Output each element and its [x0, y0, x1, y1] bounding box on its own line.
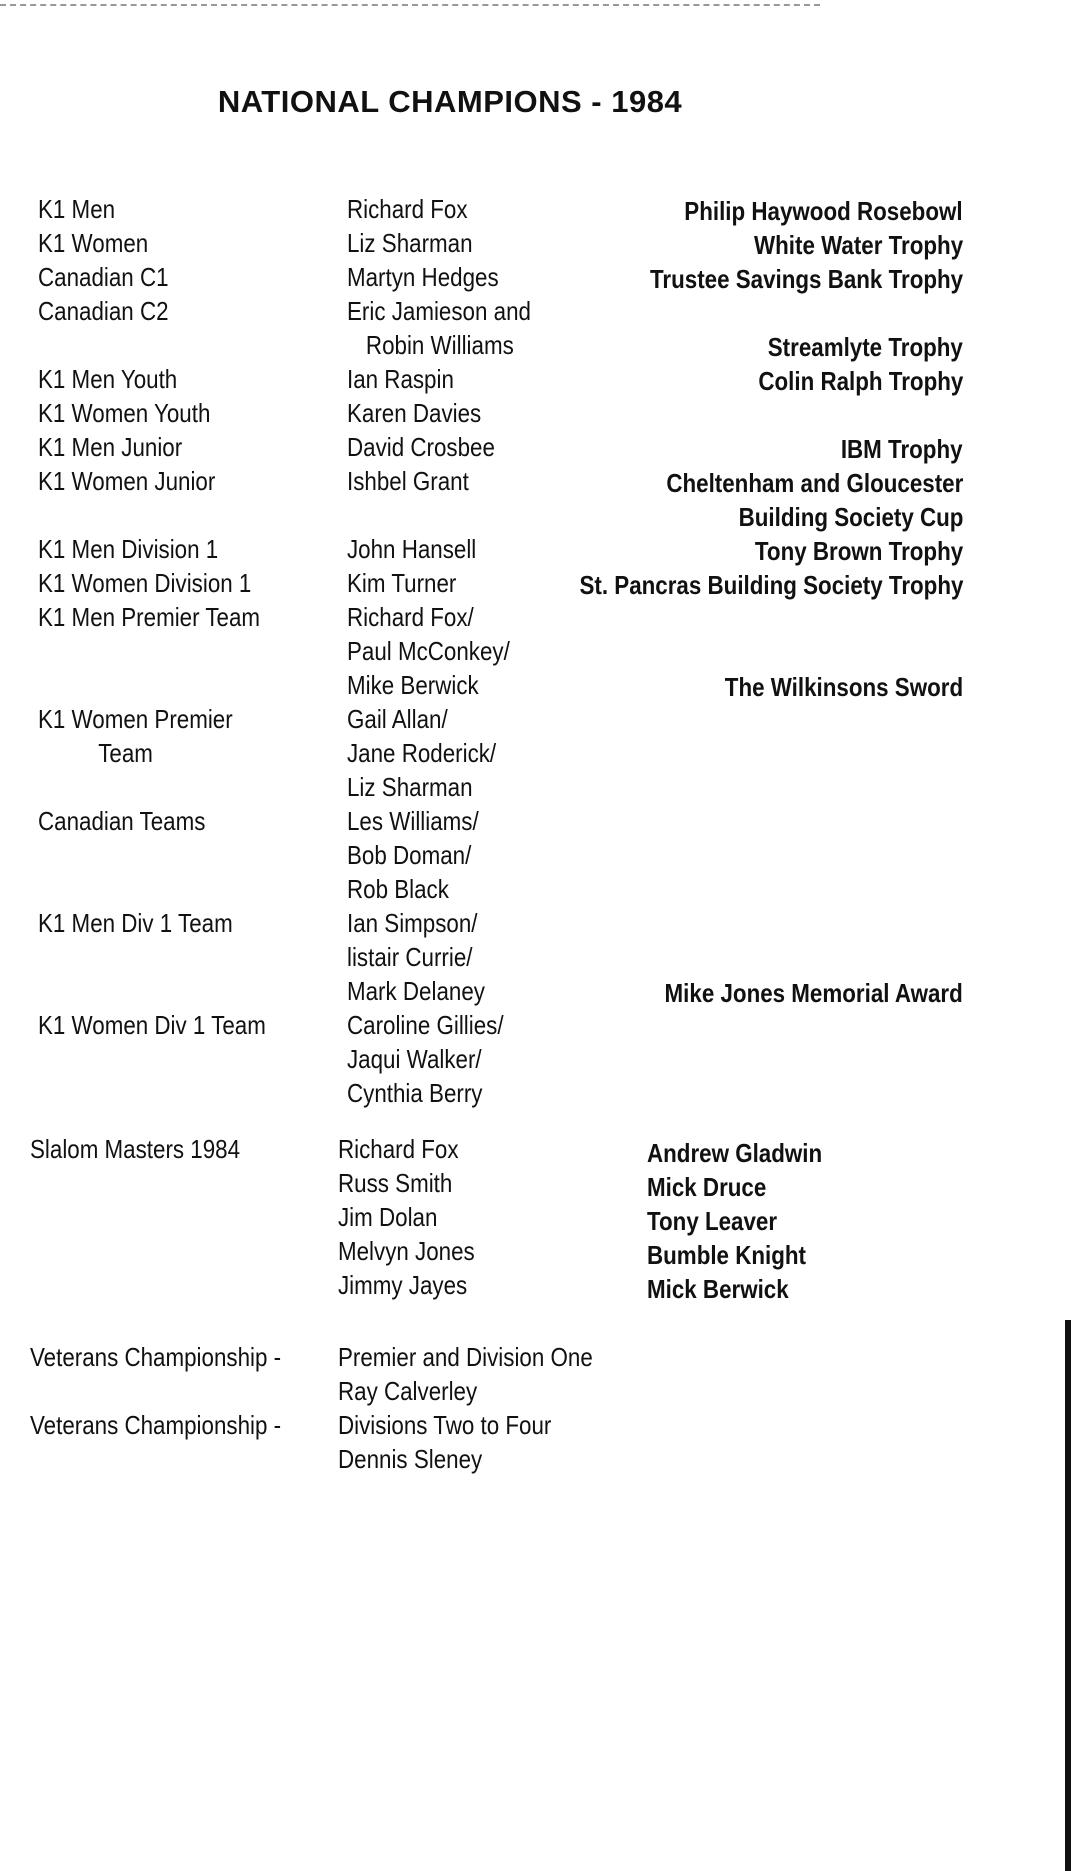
category-k1-men-junior: K1 Men Junior	[38, 432, 183, 462]
winner-canadian-c2-line2: Robin Williams	[365, 330, 514, 360]
veterans-winner: Dennis Sleney	[338, 1444, 483, 1474]
category-k1-men-div1-team: K1 Men Div 1 Team	[38, 908, 233, 938]
team-member: Caroline Gillies/	[347, 1010, 504, 1040]
masters-name: Mick Berwick	[647, 1274, 789, 1304]
winner-k1-men-youth: Ian Raspin	[347, 364, 454, 394]
winner-k1-women-youth: Karen Davies	[347, 398, 482, 428]
team-member: Mark Delaney	[347, 976, 485, 1006]
winner-k1-women-junior: Ishbel Grant	[347, 466, 469, 496]
team-member: Rob Black	[347, 874, 449, 904]
category-k1-men-division-1: K1 Men Division 1	[38, 534, 219, 564]
team-member: Paul McConkey/	[347, 636, 510, 666]
winner-k1-men-junior: David Crosbee	[347, 432, 495, 462]
winner-k1-men: Richard Fox	[347, 194, 468, 224]
veterans-division: Divisions Two to Four	[338, 1410, 552, 1440]
scan-edge-right	[1065, 1320, 1071, 1871]
category-k1-women-premier: K1 Women Premier	[38, 704, 233, 734]
veterans-winner: Ray Calverley	[338, 1376, 478, 1406]
masters-name: Jimmy Jayes	[338, 1270, 468, 1300]
page-title: NATIONAL CHAMPIONS - 1984	[217, 84, 683, 119]
team-member: Mike Berwick	[347, 670, 479, 700]
category-k1-women-division-1: K1 Women Division 1	[38, 568, 252, 598]
trophy-k1-men: Philip Haywood Rosebowl	[684, 196, 963, 226]
veterans-division: Premier and Division One	[338, 1342, 593, 1372]
masters-name: Andrew Gladwin	[647, 1138, 823, 1168]
category-canadian-teams: Canadian Teams	[38, 806, 206, 836]
team-member: Liz Sharman	[347, 772, 473, 802]
category-k1-women: K1 Women	[38, 228, 149, 258]
category-canadian-c2: Canadian C2	[38, 296, 169, 326]
team-member: Bob Doman/	[347, 840, 472, 870]
category-k1-women-premier-line2: Team	[98, 738, 153, 768]
team-member: Jane Roderick/	[347, 738, 497, 768]
team-member: Gail Allan/	[347, 704, 448, 734]
winner-k1-women: Liz Sharman	[347, 228, 473, 258]
trophy-k1-women-junior-line2: Building Society Cup	[738, 502, 963, 532]
category-k1-men-youth: K1 Men Youth	[38, 364, 178, 394]
masters-name: Richard Fox	[338, 1134, 459, 1164]
team-member: listair Currie/	[347, 942, 473, 972]
masters-name: Bumble Knight	[647, 1240, 806, 1270]
scan-edge-top	[0, 4, 820, 8]
trophy-k1-women-division-1: St. Pancras Building Society Trophy	[579, 570, 963, 600]
winner-canadian-c1: Martyn Hedges	[347, 262, 499, 292]
category-k1-women-div1-team: K1 Women Div 1 Team	[38, 1010, 266, 1040]
winner-k1-women-division-1: Kim Turner	[347, 568, 457, 598]
team-member: Ian Simpson/	[347, 908, 478, 938]
trophy-k1-men-division-1: Tony Brown Trophy	[754, 536, 963, 566]
trophy-canadian-c2: Streamlyte Trophy	[767, 332, 963, 362]
masters-name: Melvyn Jones	[338, 1236, 475, 1266]
masters-name: Russ Smith	[338, 1168, 453, 1198]
trophy-k1-men-div1-team: Mike Jones Memorial Award	[664, 978, 963, 1008]
team-member: Richard Fox/	[347, 602, 474, 632]
winner-k1-men-division-1: John Hansell	[347, 534, 477, 564]
category-k1-men: K1 Men	[38, 194, 116, 224]
trophy-k1-men-premier-team: The Wilkinsons Sword	[724, 672, 963, 702]
trophy-canadian-c1: Trustee Savings Bank Trophy	[649, 264, 963, 294]
masters-name: Jim Dolan	[338, 1202, 438, 1232]
trophy-k1-women: White Water Trophy	[753, 230, 963, 260]
team-member: Jaqui Walker/	[347, 1044, 482, 1074]
trophy-k1-women-junior: Cheltenham and Gloucester	[666, 468, 963, 498]
masters-name: Mick Druce	[647, 1172, 767, 1202]
veterans-label: Veterans Championship -	[30, 1410, 282, 1440]
trophy-k1-men-youth: Colin Ralph Trophy	[758, 366, 963, 396]
category-canadian-c1: Canadian C1	[38, 262, 169, 292]
masters-label: Slalom Masters 1984	[30, 1134, 241, 1164]
team-member: Les Williams/	[347, 806, 479, 836]
masters-name: Tony Leaver	[647, 1206, 778, 1236]
category-k1-women-youth: K1 Women Youth	[38, 398, 211, 428]
veterans-label: Veterans Championship -	[30, 1342, 282, 1372]
winner-canadian-c2: Eric Jamieson and	[347, 296, 531, 326]
trophy-k1-men-junior: IBM Trophy	[841, 434, 963, 464]
team-member: Cynthia Berry	[347, 1078, 483, 1108]
category-k1-women-junior: K1 Women Junior	[38, 466, 216, 496]
category-k1-men-premier-team: K1 Men Premier Team	[38, 602, 261, 632]
